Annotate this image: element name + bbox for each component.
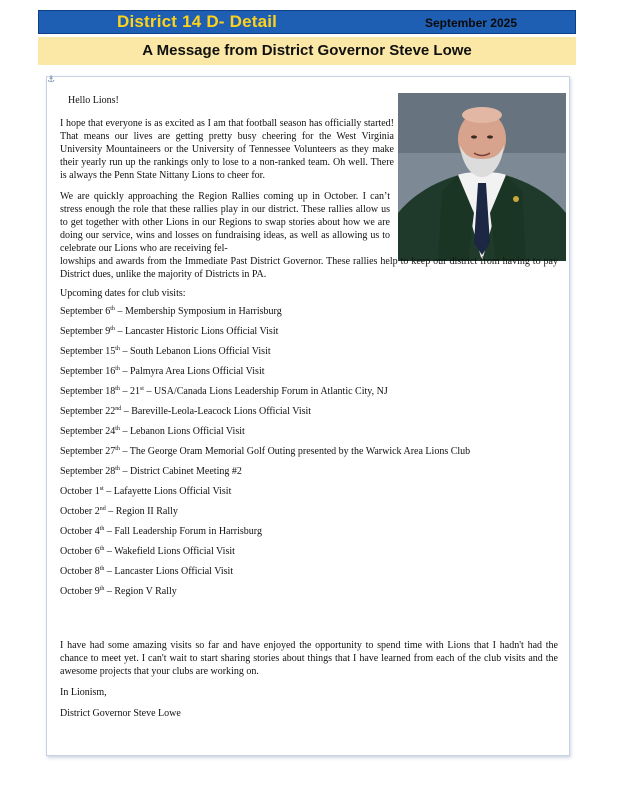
visit-item: October 6th – Wakefield Lions Official Visit <box>60 546 235 557</box>
message-banner <box>38 37 576 65</box>
visit-item: October 8th – Lancaster Lions Official Visit <box>60 566 234 577</box>
newsletter-title: District 14 D- Detail <box>117 12 278 31</box>
visit-item: October 9th – Region V Rally <box>60 586 177 597</box>
issue-date: September 2025 <box>424 16 517 30</box>
visit-item: October 2nd – Region II Rally <box>60 506 178 517</box>
visit-item: September 24th – Lebanon Lions Official Visit <box>60 426 245 437</box>
closing-paragraph: I have had some amazing visits so far and have enjoyed the opportunity to spend time with Lions that I hadn't had the chance to meet yet. I can't wait to start sharing stories about things that I have learned from each of the club visits and the awesome projects that your clubs are working on. <box>60 640 558 677</box>
upcoming-heading: Upcoming dates for club visits: <box>60 288 186 299</box>
banner-message: A Message from District Governor Steve Lowe <box>142 42 472 59</box>
paragraph-football: I hope that everyone is as excited as I am that football season has officially started! That means our lives are getting pretty busy cheering for the West Virginia University Mountaineers or the University of Tennessee Volunteers as they make their yearly run up the rankings only to lose to a non-ranked team. Oh well. There is always the Penn State Nittany Lions to cheer for. <box>60 118 394 181</box>
visit-item: September 18th – 21st – USA/Canada Lions Leadership Forum in Atlantic City, NJ <box>60 386 388 397</box>
signature: District Governor Steve Lowe <box>60 708 181 719</box>
visit-item: September 27th – The George Oram Memorial Golf Outing presented by the Warwick Area Lions Club <box>60 446 471 457</box>
visit-item: September 9th – Lancaster Historic Lions Official Visit <box>60 326 279 337</box>
visit-item: September 28th – District Cabinet Meeting #2 <box>60 466 242 477</box>
visit-item: September 16th – Palmyra Area Lions Official Visit <box>60 366 265 377</box>
greeting: Hello Lions! <box>68 95 119 106</box>
visit-item: October 1st – Lafayette Lions Official Visit <box>60 486 232 497</box>
paragraph-region-rallies <box>60 190 570 281</box>
visit-item: September 6th – Membership Symposium in Harrisburg <box>60 306 282 317</box>
visit-list <box>60 305 570 605</box>
visit-item: September 15th – South Lebanon Lions Official Visit <box>60 346 271 357</box>
newsletter-masthead <box>38 10 576 34</box>
paragraph-region-rallies-part2: lowships and awards from the Immediate Past District Governor. These rallies help to keep our district from having to pay District dues, unlike the majority of Districts in PA. <box>60 256 558 280</box>
letter-body <box>60 94 570 720</box>
anchor-icon: ⚓ <box>47 75 56 85</box>
signoff: In Lionism, <box>60 687 107 698</box>
visit-item: October 4th – Fall Leadership Forum in Harrisburg <box>60 526 262 537</box>
paragraph-region-rallies-part1: We are quickly approaching the Region Rallies coming up in October. I can’t stress enough the role that these rallies play in our district. These rallies allow us to get together with other Lions in our Regions to swap stories about how we are doing our service, wins and losses on fundraising ideas, as well as allowing us to celebrate our Lions who are receiving fel- <box>60 191 390 254</box>
visit-item: September 22nd – Bareville-Leola-Leacock Lions Official Visit <box>60 406 312 417</box>
